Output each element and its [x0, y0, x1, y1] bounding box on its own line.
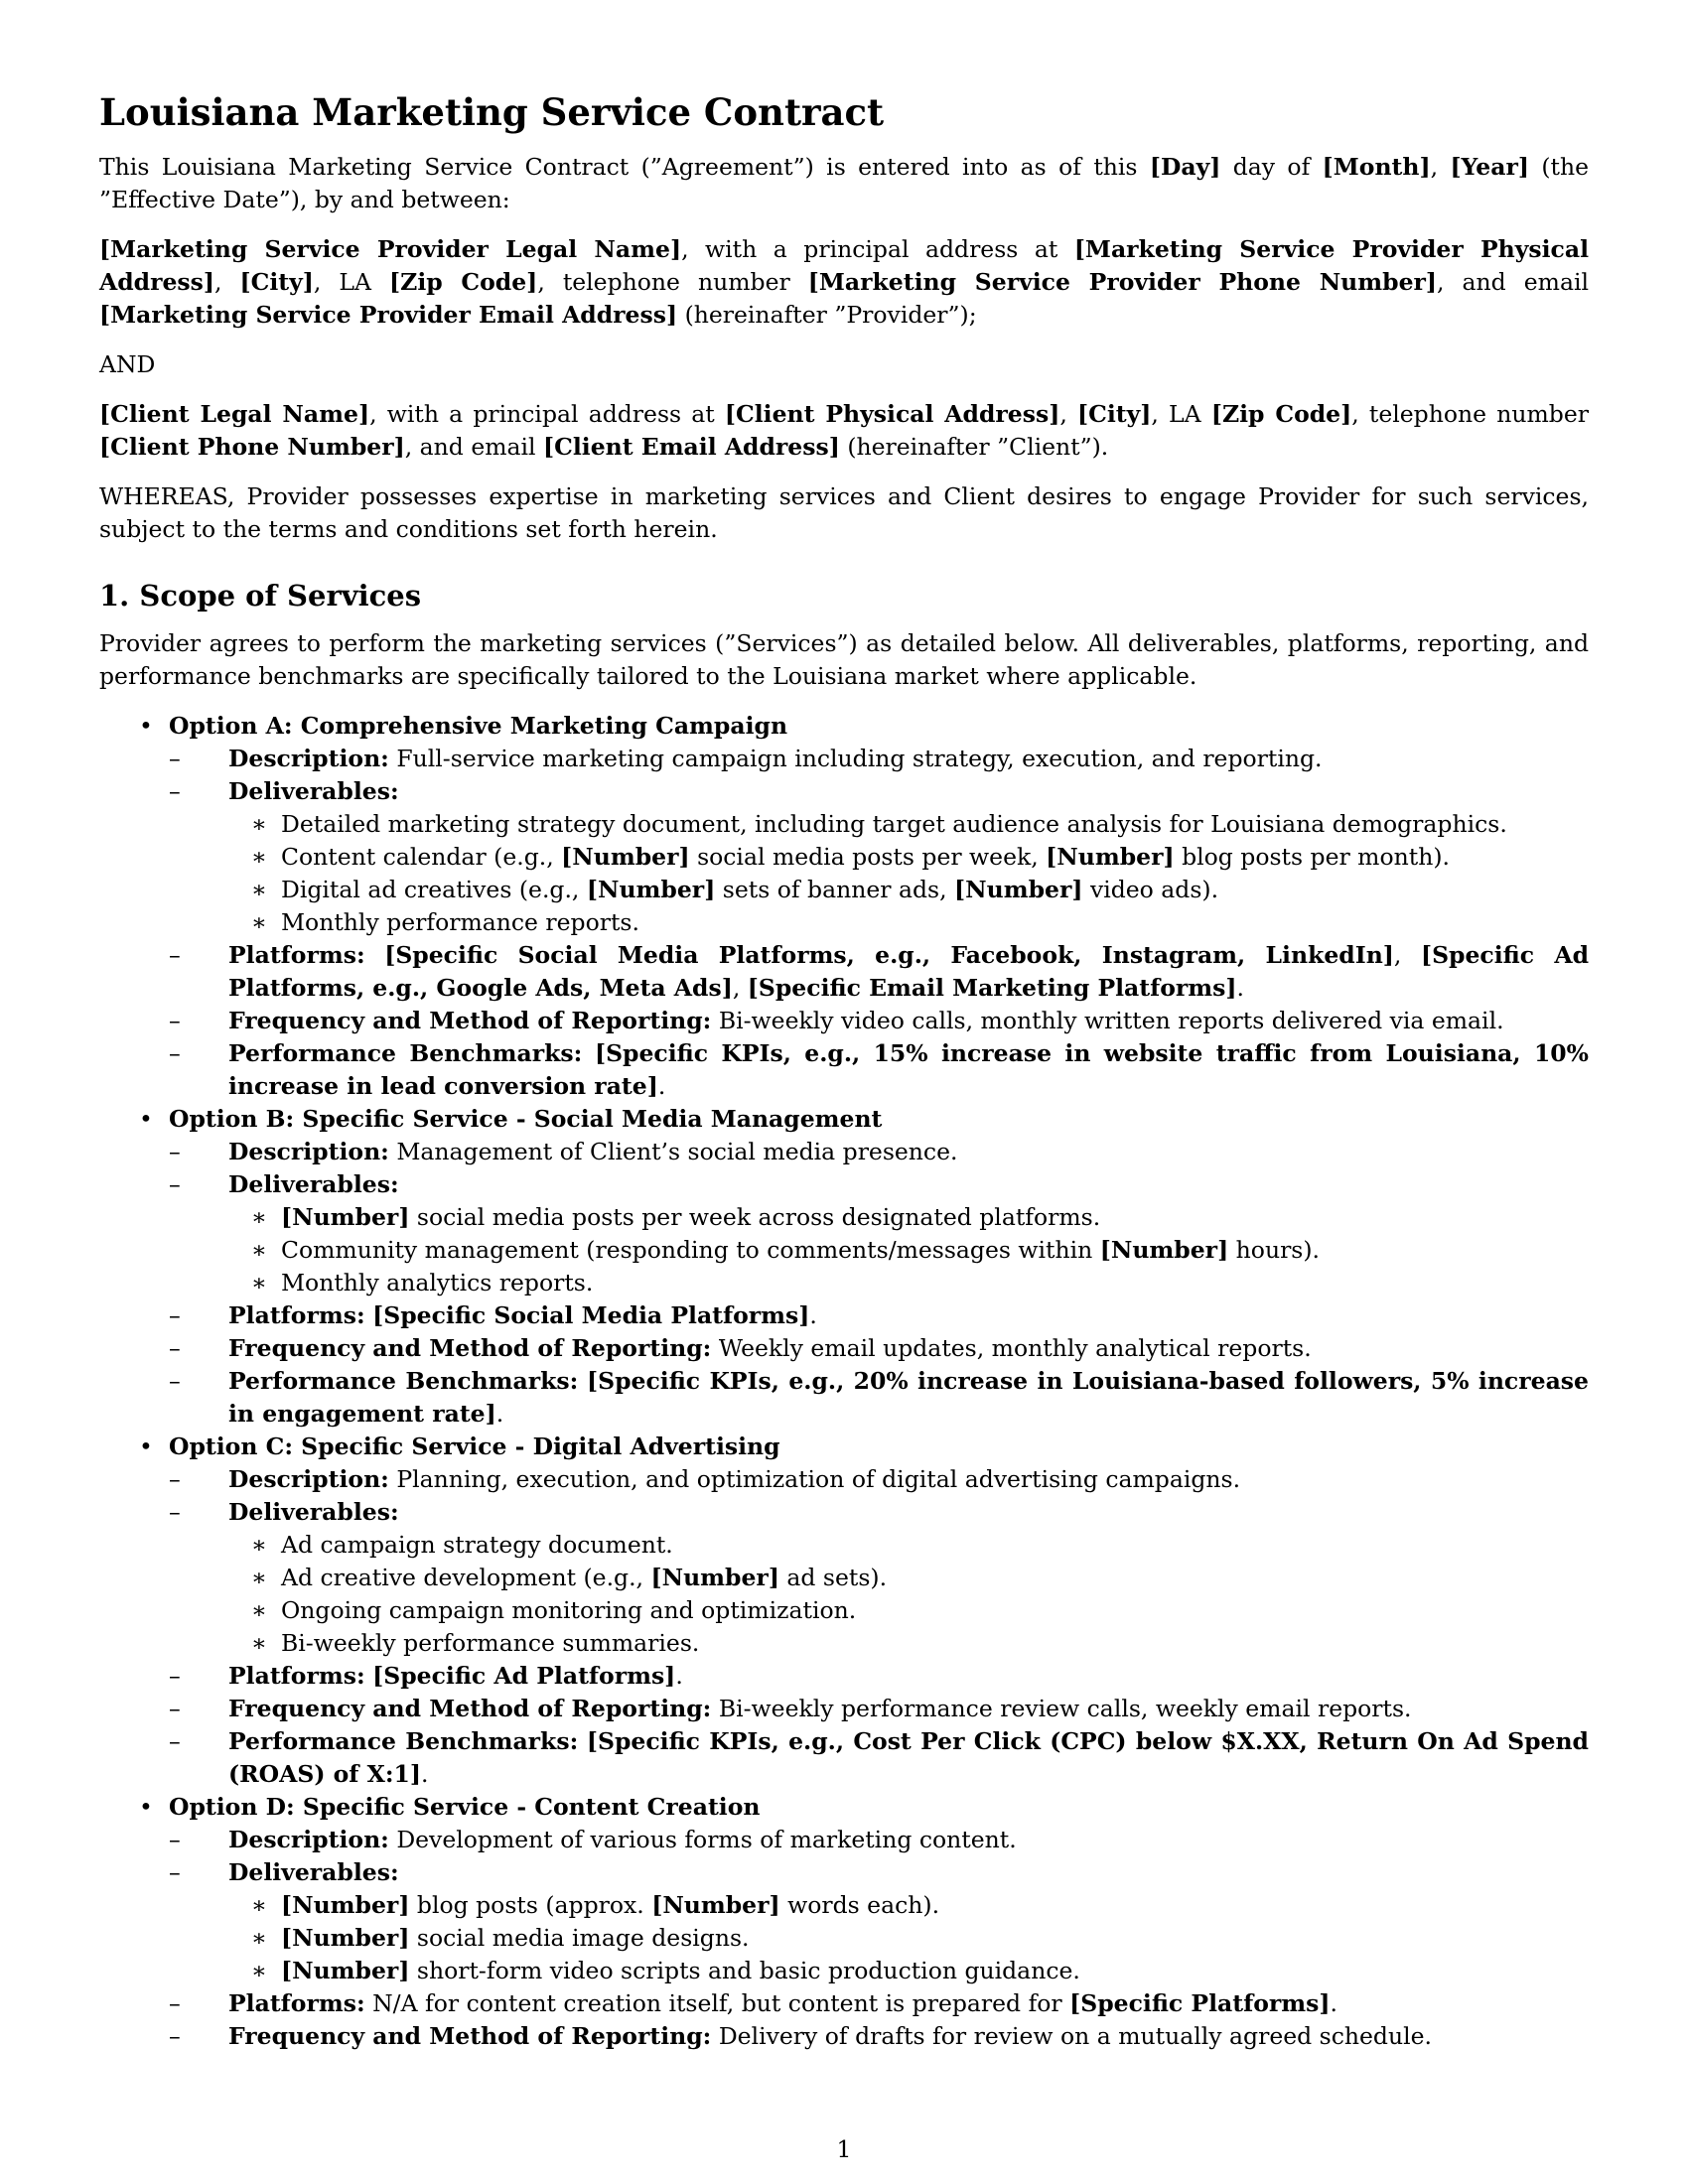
provider-zip: [Zip Code]	[389, 268, 538, 296]
options-list	[99, 710, 1589, 2053]
list-item: ∗ Community management (responding to comments/messages within [Number] hours).	[251, 1236, 1321, 1264]
list-item: ∗ Ad campaign strategy document.	[251, 1531, 673, 1559]
list-item: – Deliverables: ∗ Detailed marketing strategy document, including target audience analysis for Louisiana demographics. ∗ Content calendar (e.g., [Number] social media posts per week, [Number] blog posts per month). ∗ Digital ad creatives (e.g., [Number] sets of banner ads, [Number] video ads). ∗ Monthly performance reports.	[169, 775, 1589, 939]
whereas-paragraph: WHEREAS, Provider possesses expertise in marketing services and Client desires to engage Provider for such services, subject to the terms and conditions set forth herein.	[99, 482, 1589, 543]
list-item: ∗ Monthly performance reports.	[251, 908, 639, 936]
list-item: ∗ [Number] social media posts per week across designated platforms.	[251, 1203, 1101, 1231]
option-title: Option D: Specific Service - Content Creation	[169, 1793, 761, 1821]
list-item: – Deliverables: ∗ [Number] social media posts per week across designated platforms. ∗ Community management (responding to comments/messages within [Number] hours). ∗ Monthly analytics reports.	[169, 1168, 1589, 1299]
list-item: ∗ [Number] social media image designs.	[251, 1924, 750, 1952]
list-item: – Description: Development of various forms of marketing content.	[169, 1826, 1017, 1853]
list-item: – Description: Management of Client’s social media presence.	[169, 1138, 958, 1165]
list-item: – Frequency and Method of Reporting: Delivery of drafts for review on a mutually agreed schedule.	[169, 2022, 1432, 2050]
list-item: ∗ Bi-weekly performance summaries.	[251, 1629, 700, 1657]
option-title: Option B: Specific Service - Social Media Management	[169, 1105, 883, 1133]
list-item: ∗ Detailed marketing strategy document, including target audience analysis for Louisiana demographics.	[251, 810, 1507, 838]
list-item: – Deliverables: ∗ [Number] blog posts (approx. [Number] words each). ∗ [Number] social media image designs. ∗ [Number] short-form video scripts and basic production guidance.	[169, 1856, 1589, 1987]
list-item: – Performance Benchmarks: [Specific KPIs, e.g., 20% increase in Louisiana-based followers, 5% increase in engagement rate].	[169, 1367, 1589, 1428]
list-item: ∗ [Number] short-form video scripts and basic production guidance.	[251, 1957, 1080, 1984]
list-item: – Frequency and Method of Reporting: Bi-weekly performance review calls, weekly email reports.	[169, 1695, 1412, 1722]
bullet-marker: •	[139, 712, 153, 740]
bullet-marker: •	[139, 1105, 153, 1133]
option-a	[99, 710, 1589, 1103]
year-placeholder: [Year]	[1450, 153, 1529, 181]
list-item: ∗ Ad creative development (e.g., [Number] ad sets).	[251, 1564, 888, 1591]
option-c	[99, 1431, 1589, 1791]
list-item: ∗ Monthly analytics reports.	[251, 1269, 594, 1297]
client-zip: [Zip Code]	[1210, 400, 1352, 428]
client-city: [City]	[1077, 400, 1152, 428]
and-text: AND	[99, 350, 156, 378]
option-title: Option A: Comprehensive Marketing Campaign	[169, 712, 788, 740]
list-item: – Platforms: [Specific Social Media Platforms].	[169, 1301, 817, 1329]
list-item: – Platforms: N/A for content creation itself, but content is prepared for [Specific Platforms].	[169, 1989, 1337, 2017]
list-item: – Deliverables: ∗ Ad campaign strategy document. ∗ Ad creative development (e.g., [Number] ad sets). ∗ Ongoing campaign monitoring and optimization. ∗ Bi-weekly performance summaries.	[169, 1496, 1589, 1660]
list-item: – Platforms: [Specific Social Media Platforms, e.g., Facebook, Instagram, LinkedIn], [Specific Ad Platforms, e.g., Google Ads, Meta Ads], [Specific Email Marketing Platforms].	[169, 941, 1589, 1002]
provider-city: [City]	[239, 268, 314, 296]
provider-phone: [Marketing Service Provider Phone Number]	[807, 268, 1438, 296]
bullet-marker: •	[139, 1433, 153, 1460]
page-number: 1	[836, 2135, 852, 2163]
list-item: – Frequency and Method of Reporting: Bi-weekly video calls, monthly written reports delivered via email.	[169, 1007, 1504, 1034]
list-item: – Frequency and Method of Reporting: Weekly email updates, monthly analytical reports.	[169, 1334, 1312, 1362]
option-b	[99, 1103, 1589, 1431]
list-item: – Description: Planning, execution, and optimization of digital advertising campaigns.	[169, 1465, 1241, 1493]
day-placeholder: [Day]	[1149, 153, 1221, 181]
list-item: – Performance Benchmarks: [Specific KPIs, e.g., 15% increase in website traffic from Louisiana, 10% increase in lead conversion rate].	[169, 1039, 1589, 1100]
option-title: Option C: Specific Service - Digital Advertising	[169, 1433, 780, 1460]
list-item: – Platforms: [Specific Ad Platforms].	[169, 1662, 683, 1690]
list-item: ∗ [Number] blog posts (approx. [Number] words each).	[251, 1891, 940, 1919]
list-item: ∗ Ongoing campaign monitoring and optimization.	[251, 1596, 857, 1624]
intro-paragraph: This Louisiana Marketing Service Contract (”Agreement”) is entered into as of this [Day] day of [Month], [Year] (the ”Effective Date”), by and between:	[99, 153, 1589, 213]
client-paragraph: [Client Legal Name], with a principal address at [Client Physical Address], [City], LA [Zip Code], telephone number [Client Phone Number], and email [Client Email Address] (hereinafter ”Client”).	[99, 400, 1589, 461]
bullet-marker: •	[139, 1793, 153, 1821]
scope-intro: Provider agrees to perform the marketing services (”Services”) as detailed below. All deliverables, platforms, reporting, and performance benchmarks are specifically tailored to the Louisiana market where applicable.	[99, 629, 1589, 690]
section-heading-scope: 1. Scope of Services	[99, 579, 422, 613]
contract-page	[99, 87, 1589, 2053]
option-d	[99, 1791, 1589, 2053]
list-item: – Description: Full-service marketing campaign including strategy, execution, and reporting.	[169, 745, 1323, 772]
list-item: ∗ Content calendar (e.g., [Number] social media posts per week, [Number] blog posts per month).	[251, 843, 1450, 871]
provider-name: [Marketing Service Provider Legal Name]	[99, 235, 682, 263]
client-name: [Client Legal Name]	[99, 400, 370, 428]
list-item: – Performance Benchmarks: [Specific KPIs, e.g., Cost Per Click (CPC) below $X.XX, Return On Ad Spend (ROAS) of X:1].	[169, 1727, 1589, 1788]
month-placeholder: [Month]	[1322, 153, 1431, 181]
provider-paragraph: [Marketing Service Provider Legal Name], with a principal address at [Marketing Service Provider Physical Address], [City], LA [Zip Code], telephone number [Marketing Service Provider Phone Number], and email [Marketing Service Provider Email Address] (hereinafter ”Provider”);	[99, 235, 1589, 329]
client-email: [Client Email Address]	[543, 433, 840, 461]
provider-email: [Marketing Service Provider Email Address]	[99, 301, 678, 329]
provider-address: [Marketing Service Provider Physical Address]	[99, 235, 1589, 296]
list-item: ∗ Digital ad creatives (e.g., [Number] sets of banner ads, [Number] video ads).	[251, 876, 1219, 903]
document-title: Louisiana Marketing Service Contract	[99, 90, 885, 134]
client-address: [Client Physical Address]	[724, 400, 1060, 428]
client-phone: [Client Phone Number]	[99, 433, 405, 461]
